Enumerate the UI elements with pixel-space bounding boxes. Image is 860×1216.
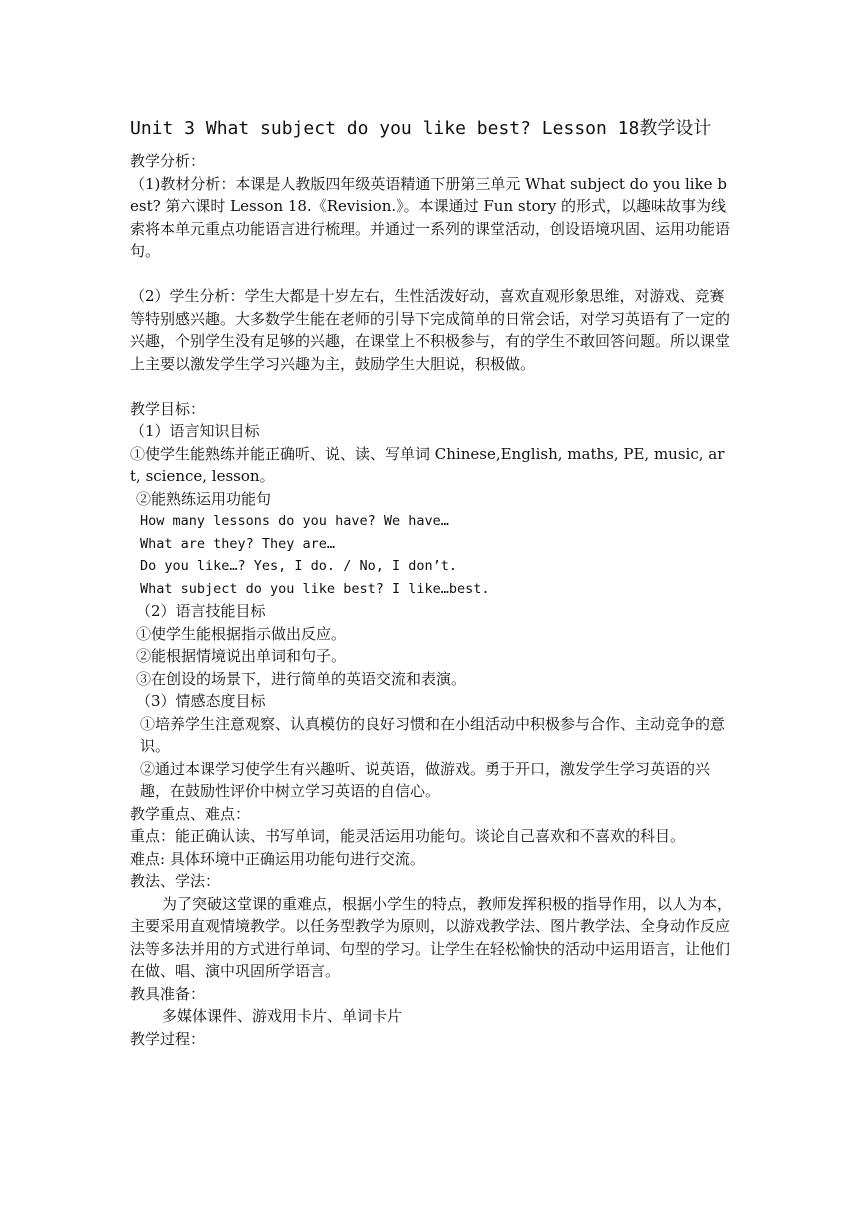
tools-text: 多媒体课件、游戏用卡片、单词卡片 [162, 1007, 403, 1025]
blank-line [130, 263, 734, 286]
heading-analysis: 教学分析： [130, 152, 206, 170]
analysis-paragraph-2: （2）学生分析：学生大都是十岁左右，生性活泼好动，喜欢直观形象思维，对游戏、竞赛等特别感兴趣。大多数学生能在老师的引导下完成简单的日常会话，对学习英语有了一定的兴趣，个别学生没有足够的兴趣，在课堂上不积极参与，有的学生不敢回答问题。所以课堂上主要以激发学生学习兴趣为主，鼓励学生大胆说，积极做。 [130, 287, 731, 373]
heading-tools: 教具准备： [130, 984, 206, 1003]
heading-key-points: 教学重点、难点： [130, 804, 251, 823]
method-text: 为了突破这堂课的重难点，根据小学生的特点，教师发挥积极的指导作用，以人为本，主要采用直观情境教学。以任务型教学为原则，以游戏教学法、图片教学法、全身动作反应法等多法并用的方式进行单词、句型的学习。让学生在轻松愉快的活动中运用语言，让他们在做、唱、演中巩固所学语言。 [130, 894, 733, 980]
document-body [130, 116, 734, 1050]
heading-goals: 教学目标： [130, 399, 206, 418]
document-title: Unit 3 What subject do you like best? Lesson 18教学设计 [130, 118, 712, 139]
goal-1-item-2: ②能熟练运用功能句 [136, 489, 272, 508]
goal-1-item-1: ①使学生能熟练并能正确听、说、读、写单词 Chinese,English, maths, PE, music, art, science, lesson。 [130, 444, 725, 485]
goal-3-item-1: ①培养学生注意观察、认真模仿的良好习惯和在小组活动中积极参与合作、主动竞争的意识。 [140, 714, 726, 755]
analysis-paragraph-1: （1)教材分析：本课是人教版四年级英语精通下册第三单元 What subject do you like best? 第六课时 Lesson 18.《Revision.》。本课通过 Fun story 的形式，以趣味故事为线索将本单元重点功能语言进行梳理。并通过一系列的课堂活动，创设语境巩固、运用功能语句。 [130, 174, 731, 260]
sentence-2: What are they? They are… [140, 535, 336, 552]
goal-3-title: （3）情感态度目标 [136, 692, 266, 710]
goal-2-item-2: ②能根据情境说出单词和句子。 [136, 647, 347, 665]
goal-1-title: （1）语言知识目标 [130, 422, 260, 440]
key-point: 重点：能正确认读、书写单词，能灵活运用功能句。谈论自己喜欢和不喜欢的科目。 [130, 827, 686, 845]
heading-process: 教学过程： [130, 1029, 206, 1048]
goal-2-title: （2）语言技能目标 [136, 602, 266, 620]
goal-2-item-3: ③在创设的场景下，进行简单的英语交流和表演。 [136, 669, 467, 688]
goal-3-item-2: ②通过本课学习使学生有兴趣听、说英语，做游戏。勇于开口，激发学生学习英语的兴趣，在鼓励性评价中树立学习英语的自信心。 [140, 759, 711, 800]
heading-method: 教法、学法： [130, 872, 221, 890]
sentence-1: How many lessons do you have? We have… [140, 513, 449, 529]
sentence-3: Do you like…? Yes, I do. / No, I don’t. [140, 558, 457, 574]
sentence-4: What subject do you like best? I like…best. [140, 580, 490, 597]
difficulty: 难点: 具体环境中正确运用功能句进行交流。 [130, 849, 425, 868]
goal-2-item-1: ①使学生能根据指示做出反应。 [136, 624, 347, 643]
blank-line [130, 375, 734, 398]
